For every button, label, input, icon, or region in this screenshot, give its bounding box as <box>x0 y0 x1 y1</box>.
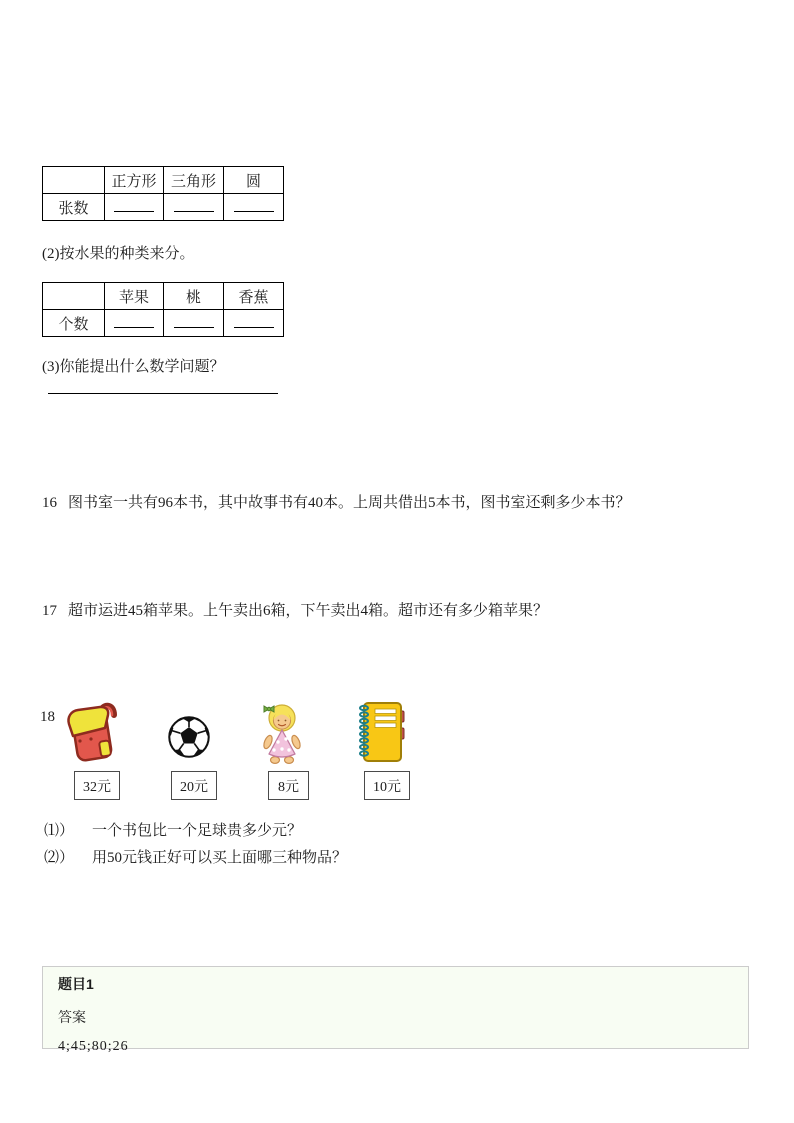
shapes-table <box>42 166 284 221</box>
blank-line <box>234 198 274 212</box>
answer-panel <box>42 966 749 1054</box>
answer-cell <box>164 310 224 337</box>
notebook-icon <box>356 701 406 763</box>
sub-question-1 <box>44 822 302 840</box>
question-number: 16 <box>42 495 57 511</box>
sub-question-marker: ⑵） <box>44 850 75 866</box>
blank-line <box>114 198 154 212</box>
col-header: 香蕉 <box>224 283 284 310</box>
answer-cell <box>105 194 164 221</box>
col-header: 三角形 <box>164 167 224 194</box>
price-tag: 32元 <box>74 771 120 800</box>
table-row <box>43 167 284 194</box>
question-17 <box>42 602 548 620</box>
col-header: 苹果 <box>105 283 164 310</box>
table-row <box>43 194 284 221</box>
soccer-ball-icon <box>166 714 212 760</box>
price-tag: 8元 <box>268 771 309 800</box>
sub-question-text: 一个书包比一个足球贵多少元？ <box>92 823 303 839</box>
answer-label: 答案 <box>58 1011 86 1026</box>
row-header: 张数 <box>43 194 105 221</box>
answer-cell <box>105 310 164 337</box>
blank-line <box>114 314 154 328</box>
answer-cell <box>224 194 284 221</box>
part3-prompt: (3)你能提出什么数学问题？ <box>42 359 225 375</box>
answer-cell <box>164 194 224 221</box>
doll-icon <box>258 701 306 765</box>
price-tag: 20元 <box>171 771 217 800</box>
table-row <box>43 310 284 337</box>
price-tag: 10元 <box>364 771 410 800</box>
blank-line <box>174 198 214 212</box>
row-header: 个数 <box>43 310 105 337</box>
answer-cell <box>224 310 284 337</box>
col-header: 圆 <box>224 167 284 194</box>
answer-panel-title: 题目1 <box>58 976 94 992</box>
table-row <box>43 283 284 310</box>
sub-question-text: 用50元钱正好可以买上面哪三种物品？ <box>92 850 348 866</box>
answer-write-line <box>48 393 278 394</box>
sub-question-marker: ⑴） <box>44 823 75 839</box>
col-header: 正方形 <box>105 167 164 194</box>
question-number: 17 <box>42 603 57 619</box>
question-18-number: 18 <box>40 709 55 725</box>
question-text: 超市运进45箱苹果。上午卖出6箱，下午卖出4箱。超市还有多少箱苹果？ <box>68 603 549 619</box>
backpack-icon <box>64 699 122 765</box>
question-text: 图书室一共有96本书，其中故事书有40本。上周共借出5本书，图书室还剩多少本书？ <box>68 495 631 511</box>
col-header: 桃 <box>164 283 224 310</box>
blank-line <box>234 314 274 328</box>
question-16 <box>42 494 631 512</box>
fruits-table <box>42 282 284 337</box>
answer-value: 4;45;80;26 <box>58 1039 129 1054</box>
corner-cell <box>43 167 105 194</box>
blank-line <box>174 314 214 328</box>
corner-cell <box>43 283 105 310</box>
sub-question-2 <box>44 849 347 867</box>
part2-prompt: (2)按水果的种类来分。 <box>42 246 195 262</box>
